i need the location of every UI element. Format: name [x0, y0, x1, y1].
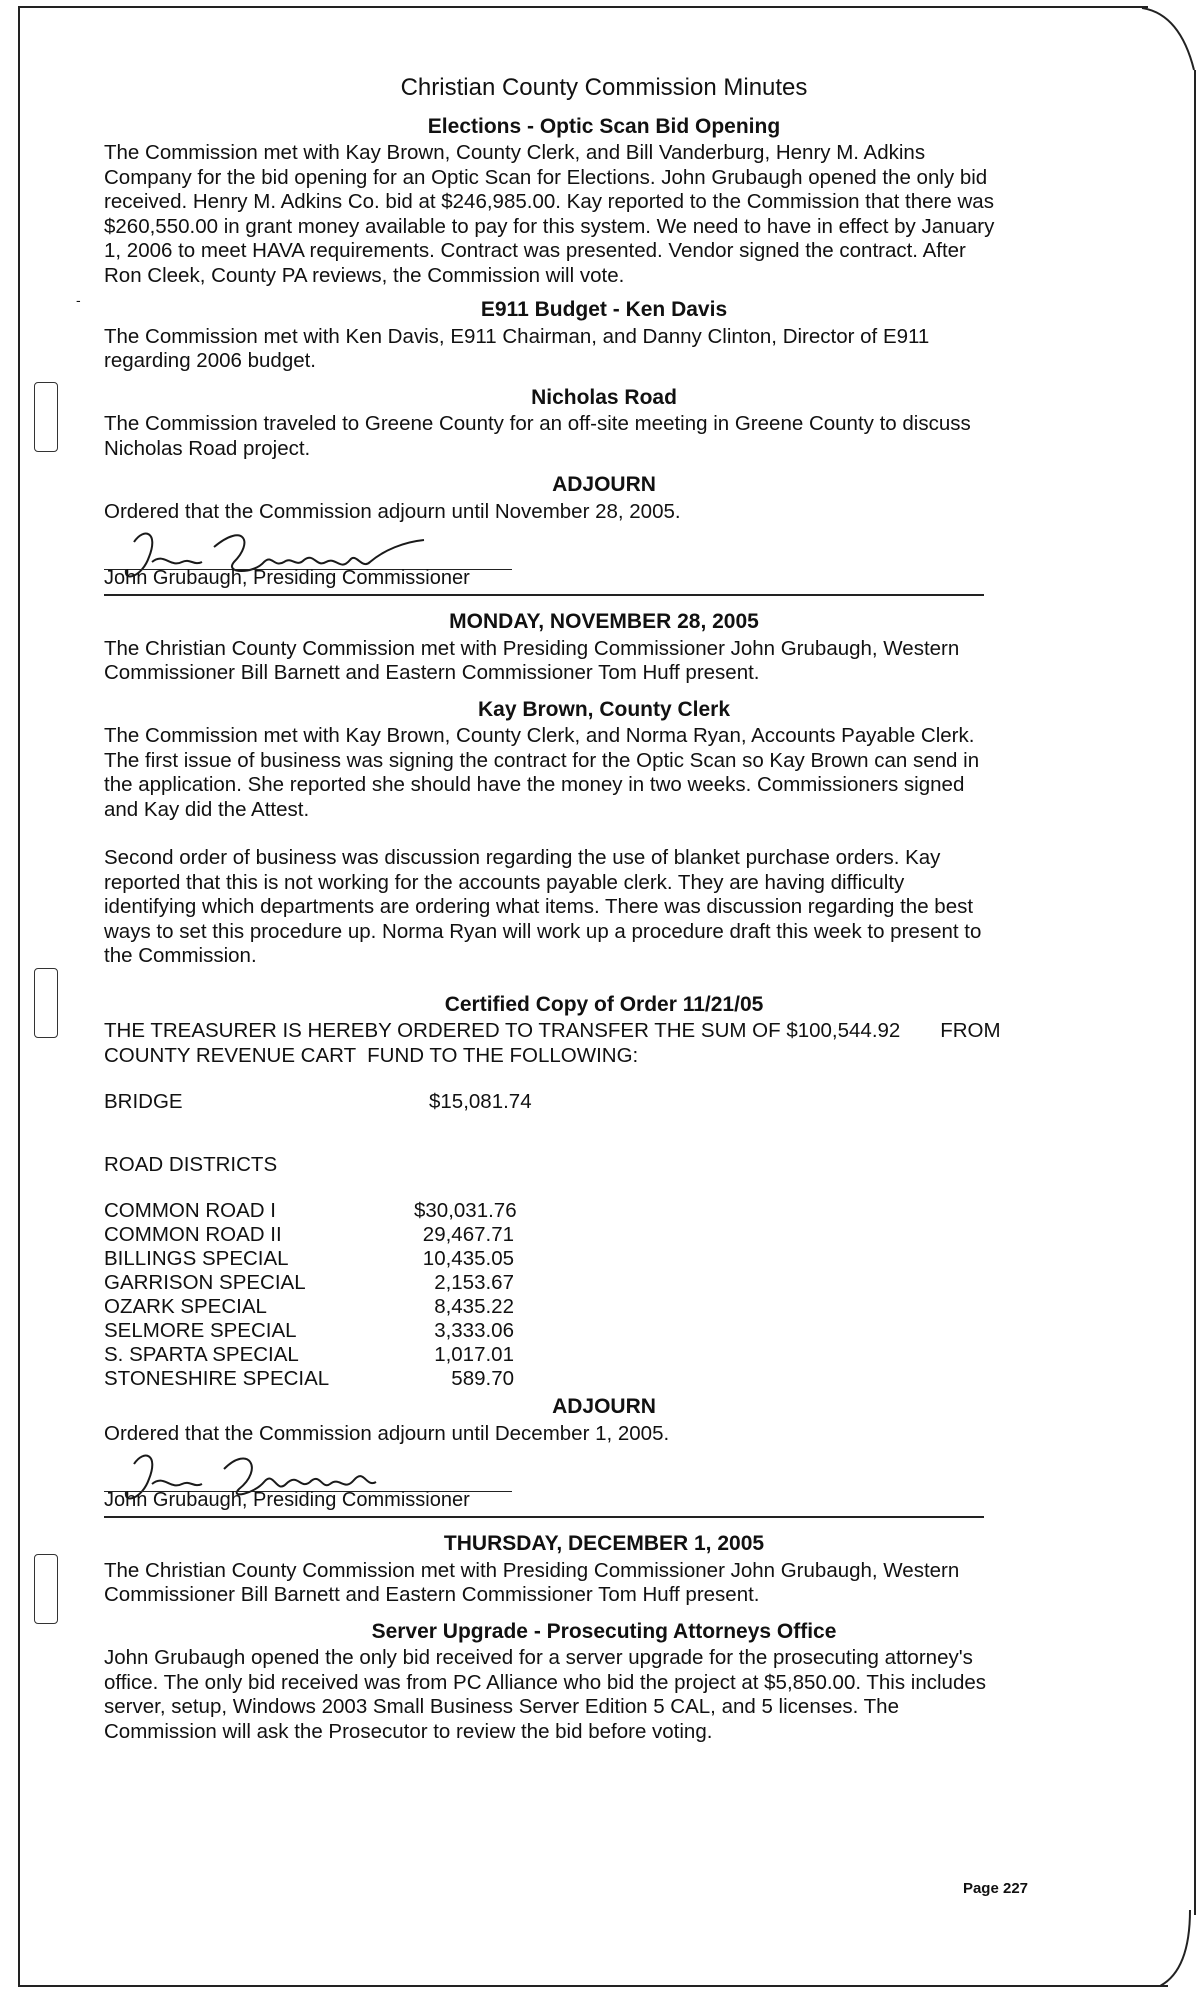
- section-heading-elections: Elections - Optic Scan Bid Opening: [427, 114, 781, 138]
- section-heading-e911: E911 Budget - Ken Davis: [480, 298, 728, 321]
- elections-paragraph: [104, 141, 1104, 288]
- fund-row: [104, 1223, 1104, 1247]
- text-line: The Commission met with Kay Brown, County Clerk, and Norma Ryan, Accounts Payable Clerk.: [104, 724, 975, 747]
- adjourn-text: Ordered that the Commission adjourn until November 28, 2005.: [104, 499, 681, 523]
- kay-brown-paragraph-1: [104, 724, 1104, 822]
- text-line: Ron Cleek, County PA reviews, the Commission will vote.: [104, 263, 625, 287]
- text-line: The Christian County Commission met with Presiding Commissioner John Grubaugh, Western: [104, 636, 960, 660]
- margin-dash: -: [76, 292, 81, 308]
- signature-block: [104, 1450, 514, 1512]
- kay-brown-paragraph-2: [104, 846, 1104, 969]
- fund-name: S. SPARTA SPECIAL: [104, 1343, 299, 1366]
- text-line: Commissioner Bill Barnett and Eastern Commissioner Tom Huff present.: [104, 1583, 760, 1606]
- bottom-border: [18, 1985, 1168, 1987]
- fund-name: SELMORE SPECIAL: [104, 1319, 297, 1342]
- text-line: Commission will ask the Prosecutor to review the bid before voting.: [104, 1719, 713, 1743]
- fund-name: GARRISON SPECIAL: [104, 1271, 306, 1294]
- fund-amount: 8,435.22: [434, 1295, 514, 1318]
- text-line: reported that this is not working for the accounts payable clerk. They are having difficulty: [104, 870, 905, 894]
- left-border: [18, 6, 20, 1986]
- fund-amount: 1,017.01: [434, 1343, 514, 1366]
- right-border: [1194, 70, 1196, 1915]
- text-line: Nicholas Road project.: [104, 436, 311, 460]
- binder-hole-mark: [34, 382, 58, 452]
- fund-amount: 10,435.05: [422, 1247, 514, 1270]
- fund-row: [104, 1271, 1104, 1295]
- fund-row: [104, 1295, 1104, 1319]
- section-heading-adjourn: ADJOURN: [552, 473, 656, 496]
- nicholas-road-paragraph: [104, 412, 1104, 461]
- document-title: Christian County Commission Minutes: [400, 74, 808, 101]
- text-line: 1, 2006 to meet HAVA requirements. Contract was presented. Vendor signed the contract. After: [104, 239, 966, 262]
- section-heading-thursday: THURSDAY, DECEMBER 1, 2005: [443, 1532, 765, 1555]
- section-heading-kay-brown: Kay Brown, County Clerk: [477, 697, 731, 721]
- order-text: [104, 1019, 1104, 1068]
- text-line: server, setup, Windows 2003 Small Business Server Edition 5 CAL, and 5 licenses. The: [104, 1695, 899, 1718]
- signature-block: [104, 528, 514, 590]
- fund-name: COMMON ROAD I: [104, 1199, 276, 1222]
- server-upgrade-paragraph: [104, 1646, 1104, 1744]
- order-line: COUNTY REVENUE CART FUND TO THE FOLLOWING:: [104, 1043, 639, 1067]
- section-heading-certified-order: Certified Copy of Order 11/21/05: [444, 992, 764, 1016]
- fund-row: [104, 1199, 1104, 1223]
- section-divider: [104, 594, 984, 596]
- fund-row: [104, 1319, 1104, 1343]
- page-curl-corner: [1140, 4, 1200, 74]
- binder-hole-mark: [34, 1554, 58, 1624]
- text-line: The Christian County Commission met with Presiding Commissioner John Grubaugh, Western: [104, 1558, 960, 1582]
- text-line: the application. She reported she should have the money in two weeks. Commissioners signed: [104, 773, 965, 796]
- text-line: The Commission met with Kay Brown, County Clerk, and Bill Vanderburg, Henry M. Adkins: [104, 141, 926, 164]
- fund-amount: 3,333.06: [434, 1319, 514, 1342]
- section-divider: [104, 1516, 984, 1518]
- text-line: John Grubaugh opened the only bid received for a server upgrade for the prosecuting attorney's: [104, 1646, 973, 1669]
- page-curl-corner-bottom: [1160, 1910, 1200, 1990]
- fund-name: COMMON ROAD II: [104, 1223, 282, 1246]
- fund-name: BRIDGE: [104, 1090, 183, 1113]
- road-districts-label: ROAD DISTRICTS: [104, 1152, 278, 1176]
- fund-name: OZARK SPECIAL: [104, 1295, 267, 1318]
- text-line: identifying which departments are ordering what items. There was discussion regarding the best: [104, 895, 974, 918]
- fund-row: [104, 1367, 1104, 1391]
- text-line: Commissioner Bill Barnett and Eastern Commissioner Tom Huff present.: [104, 661, 760, 684]
- text-line: Company for the bid opening for an Optic Scan for Elections. John Grubaugh opened the only bid: [104, 165, 988, 189]
- text-line: regarding 2006 budget.: [104, 349, 317, 372]
- text-line: The Commission met with Ken Davis, E911 Chairman, and Danny Clinton, Director of E911: [104, 324, 930, 348]
- fund-amount: 2,153.67: [434, 1271, 514, 1294]
- text-line: $260,550.00 in grant money available to pay for this system. We need to have in effect by January: [104, 214, 995, 238]
- order-line-from: FROM: [940, 1019, 1001, 1042]
- fund-row: [104, 1247, 1104, 1271]
- thursday-paragraph: [104, 1559, 1104, 1608]
- signature-label: John Grubaugh, Presiding Commissioner: [104, 1488, 470, 1511]
- binder-hole-mark: [34, 968, 58, 1038]
- text-line: the Commission.: [104, 944, 257, 967]
- order-line: THE TREASURER IS HEREBY ORDERED TO TRANSFER THE SUM OF $100,544.92: [104, 1019, 901, 1042]
- fund-amount: 589.70: [451, 1367, 514, 1390]
- page-number: Page 227: [962, 1880, 1028, 1897]
- text-line: The first issue of business was signing the contract for the Optic Scan so Kay Brown can send in: [104, 748, 980, 772]
- text-line: The Commission traveled to Greene County for an off-site meeting in Greene County to discuss: [104, 412, 971, 435]
- fund-amount: $15,081.74: [429, 1090, 532, 1113]
- section-heading-monday: MONDAY, NOVEMBER 28, 2005: [449, 610, 759, 633]
- section-heading-server-upgrade: Server Upgrade - Prosecuting Attorneys Office: [371, 1619, 837, 1643]
- adjourn-text: Ordered that the Commission adjourn until December 1, 2005.: [104, 1421, 670, 1445]
- minutes-content: [104, 70, 1104, 1744]
- fund-row: [104, 1343, 1104, 1367]
- fund-name: BILLINGS SPECIAL: [104, 1247, 289, 1270]
- section-heading-adjourn: ADJOURN: [552, 1395, 656, 1418]
- text-line: Second order of business was discussion regarding the use of blanket purchase orders. Kay: [104, 846, 941, 869]
- top-border: [18, 6, 1148, 8]
- monday-paragraph: [104, 637, 1104, 686]
- text-line: ways to set this procedure up. Norma Ryan will work up a procedure draft this week to present to: [104, 919, 982, 943]
- fund-name: STONESHIRE SPECIAL: [104, 1367, 330, 1390]
- fund-list: [104, 1199, 1104, 1391]
- text-line: and Kay did the Attest.: [104, 797, 310, 821]
- fund-amount: $30,031.76: [414, 1199, 517, 1222]
- text-line: received. Henry M. Adkins Co. bid at $246,985.00. Kay reported to the Commission that there was: [104, 190, 994, 213]
- text-line: office. The only bid received was from PC Alliance who bid the project at $5,850.00. This includes: [104, 1670, 987, 1694]
- fund-amount: 29,467.71: [422, 1223, 514, 1246]
- e911-paragraph: [104, 325, 1104, 374]
- fund-row-bridge: [104, 1090, 1104, 1115]
- section-heading-nicholas-road: Nicholas Road: [531, 385, 677, 409]
- signature-label: John Grubaugh, Presiding Commissioner: [104, 566, 470, 589]
